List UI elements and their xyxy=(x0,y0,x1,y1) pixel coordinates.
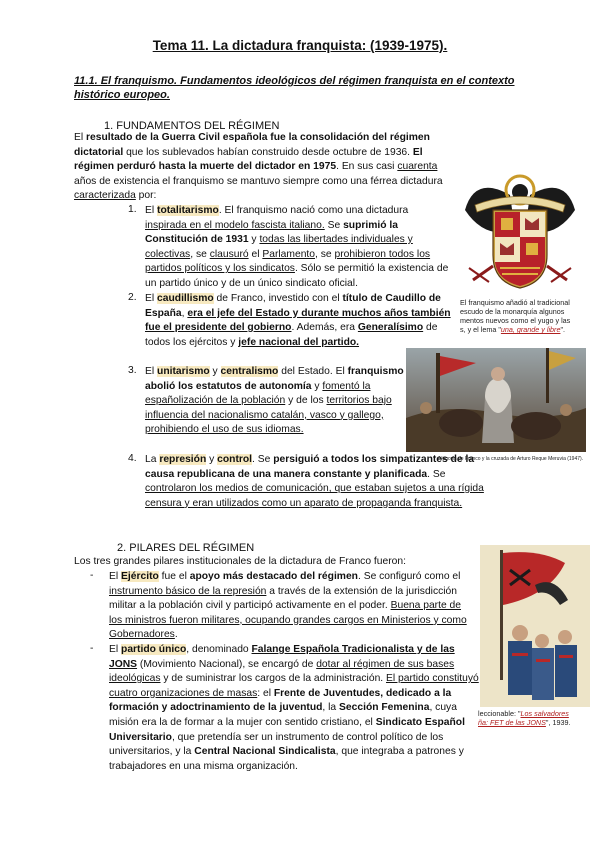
bullet-mark: - xyxy=(90,570,94,581)
list-item-totalitarismo: El totalitarismo. El franquismo nació como una dictadura inspirada en el modelo fascista italiano. Se suprimió la Constitución de 1931 y todas las libertades individuales y colectivas, se clausuró el Parlamento, se prohibieron todos los partidos políticos y los sindicatos. Sólo se permitió la existencia de un partido único y de un único sindicato oficial. xyxy=(145,205,449,289)
section-subtitle: 11.1. El franquismo. Fundamentos ideológicos del régimen franquista en el contexto histórico europeo. xyxy=(74,75,515,101)
list-number: 1. xyxy=(128,204,137,215)
section-2-intro: Los tres grandes pilares institucionales de la dictadura de Franco fueron: xyxy=(74,556,406,567)
section-1-intro: El resultado de la Guerra Civil española fue la consolidación del régimen dictatorial que los sublevados habían construido desde octubre de 1936. El régimen perduró hasta la muerte del dictador en 1975. En sus casi cuarenta años de existencia el franquismo se mantuvo siempre como una férrea dictadura caracterizada por: xyxy=(74,132,443,202)
list-item-unitarismo: El unitarismo y centralismo del Estado. El franquismo abolió los estatutos de autonomía y fomentó la españolización de la población y de los territorios bajo influencia del nacionalismo catalán, vasco y gallego, prohibiendo el uso de sus idiomas. xyxy=(145,366,404,436)
list-number: 2. xyxy=(128,292,137,303)
list-number: 3. xyxy=(128,365,137,376)
falange-poster-image xyxy=(480,545,590,707)
coat-of-arms-caption: El franquismo añadió al tradicional escudo de la monarquía algunos mentos nuevos como el yugo y las s, y el lema "una, grande y libre". xyxy=(460,298,571,334)
pillar-partido-unico: El partido único, denominado Falange Española Tradicionalista y de las JONS (Movimiento Nacional), se encargó de dotar al régimen de sus bases ideológicas y de suministrar los cargos de la administración. El partido constituyó cuatro organizaciones de masas: el Frente de Juventudes, dedicado a la formación y adoctrinamiento de la juventud, la Sección Femenina, cuya misión era la de formar a la mujer con sentido cristiano, el Sindicato Español Universitario, que pretendía ser un instrumento de control político de los universitarios, y la Central Nacional Sindicalista, que integraba a patrones y trabajadores en una misma organización. xyxy=(109,644,479,772)
list-item-represion: La represión y control. Se persiguió a todos los simpatizantes de la causa republicana de una manera constante y planificada. Se controlaron los medios de comunicación, que estaban sujetos a una rígida censura y eran utilizados como un aparato de propaganda franquista. xyxy=(145,454,484,509)
pillar-ejercito: El Ejército fue el apoyo más destacado del régimen. Se configuró como el instrumento básico de la represión a través de la extensión de la jurisdicción militar a la población civil y participó activamente en el poder. Buena parte de los ministros fueron militares, ocupando grandes cargos en Ministerios y como Gobernadores. xyxy=(109,571,467,641)
list-item-caudillismo: El caudillismo de Franco, investido con el título de Caudillo de España, era el jefe del Estado y durante muchos años también fue el presidente del gobierno. Además, era Generalísimo de todos los ejércitos y jefe nacional del partido. xyxy=(145,293,451,348)
coat-of-arms-image xyxy=(455,170,585,297)
list-number: 4. xyxy=(128,453,137,464)
section-1-heading: 1. FUNDAMENTOS DEL RÉGIMEN xyxy=(104,120,280,132)
section-2-heading: 2. PILARES DEL RÉGIMEN xyxy=(117,542,255,554)
painting-caption: Alegoría de Franco y la cruzada de Arturo Reque Meruvia (1947). xyxy=(438,456,584,462)
poster-caption: leccionable: "Los salvadores ña: FET de las JONS", 1939. xyxy=(478,709,571,727)
bullet-mark: - xyxy=(90,643,94,654)
franco-allegory-painting xyxy=(406,348,586,452)
page-title: Tema 11. La dictadura franquista: (1939-1975). xyxy=(152,38,448,53)
